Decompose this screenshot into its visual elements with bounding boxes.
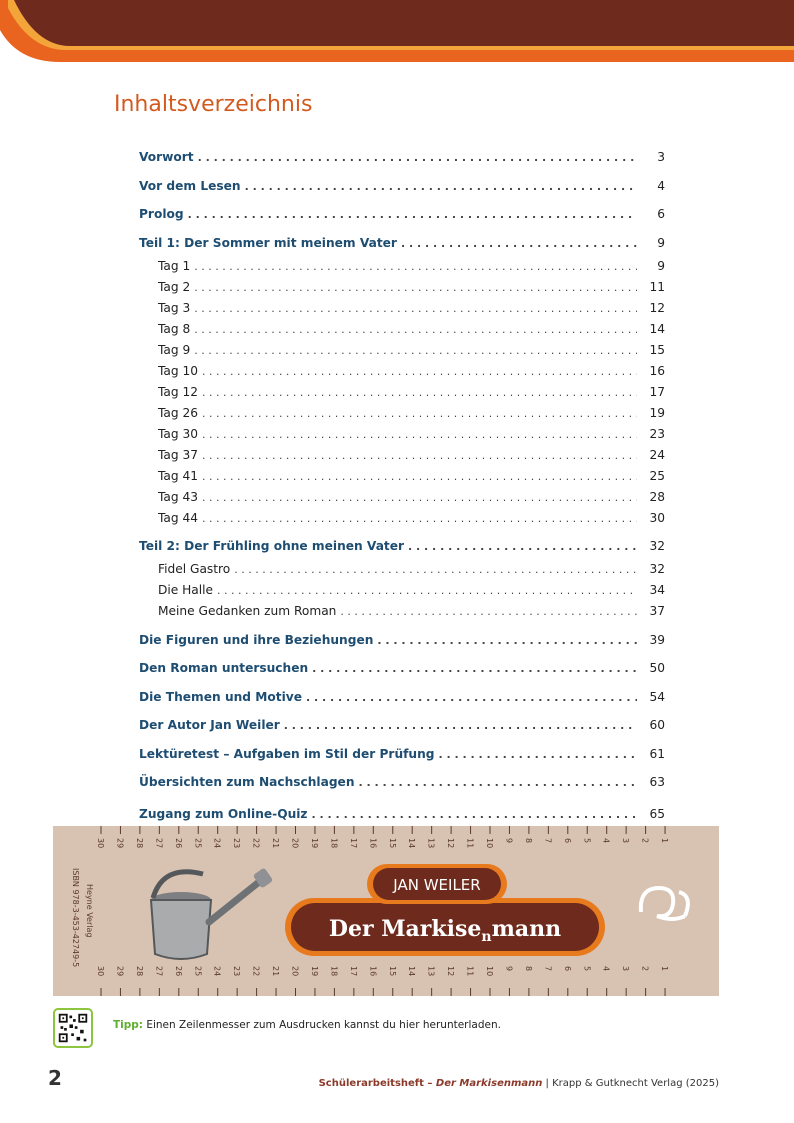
toc-leader-dots [198, 148, 637, 168]
toc-entry-label: Tag 37 [158, 447, 199, 462]
toc-entry-label: Zugang zum Online-Quiz [139, 807, 308, 821]
toc-entry-label: Tag 9 [158, 342, 191, 357]
ruler-tick-label: 24 [212, 838, 222, 849]
ruler-tick-label: 1 [660, 838, 670, 844]
ruler-tick-label: 10 [485, 838, 494, 849]
toc-entry-page: 25 [649, 468, 665, 483]
toc-subentry[interactable] [139, 298, 665, 319]
toc-entry-page: 14 [649, 321, 665, 336]
toc-entry[interactable] [139, 536, 665, 557]
publisher-label: Heyne Verlag [85, 884, 94, 938]
ruler-tick-label: 22 [251, 838, 261, 849]
toc-entry-label: Die Halle [158, 583, 214, 597]
ruler-tick-label: 15 [387, 838, 397, 849]
toc-entry-page: 17 [649, 384, 665, 399]
ruler-tick-label: 25 [193, 966, 203, 977]
toc-entry-page: 65 [649, 807, 665, 821]
toc-entry-page: 39 [649, 632, 665, 647]
toc-entry-page: 32 [649, 539, 665, 553]
toc-subentry[interactable] [139, 508, 665, 529]
toc-entry-label: Tag 3 [158, 300, 191, 315]
ruler-tick-label: 17 [348, 838, 358, 849]
toc-entry-label: Der Autor Jan Weiler [139, 718, 280, 732]
ruler-tick-label: 18 [329, 966, 339, 977]
toc-entry-label: Teil 1: Der Sommer mit meinem Vater [139, 235, 397, 250]
ruler-tick-label: 30 [96, 838, 105, 849]
toc-entry-label: Meine Gedanken zum Roman [158, 604, 337, 618]
ruler-tick-label: 30 [96, 966, 105, 977]
footer-publisher: | Krapp & Gutknecht Verlag (2025) [542, 1078, 719, 1089]
toc-entry-page: 19 [649, 405, 665, 420]
ruler-tick-label: 11 [465, 838, 475, 849]
toc-subentry[interactable] [139, 340, 665, 361]
toc-entry-page: 9 [657, 235, 665, 250]
ruler-tick-label: 2 [640, 966, 650, 972]
toc-entry-label: Vorwort [139, 150, 194, 164]
toc-leader-dots [194, 299, 637, 319]
ruler-tick-label: 20 [290, 966, 300, 977]
toc-leader-dots [202, 383, 637, 403]
ruler-tick-label: 16 [368, 966, 378, 977]
toc-subentry[interactable] [139, 487, 665, 508]
ruler-tick-label: 10 [485, 966, 494, 977]
page-number: 2 [48, 1066, 62, 1090]
toc-leader-dots [340, 602, 637, 622]
ruler-tick-label: 24 [212, 966, 222, 977]
ruler-tick-label: 23 [232, 966, 242, 977]
table-of-contents [139, 147, 665, 825]
ruler-tick-label: 13 [426, 838, 436, 849]
toc-entry-label: Tag 44 [158, 510, 199, 525]
toc-entry[interactable] [139, 772, 665, 793]
toc-leader-dots [245, 177, 637, 197]
toc-leader-dots [202, 404, 637, 424]
toc-entry[interactable] [139, 204, 665, 225]
toc-leader-dots [194, 257, 637, 277]
toc-subentry[interactable] [139, 277, 665, 298]
book-title: Der Markise$_n$mann [328, 916, 562, 945]
ruler-tick-label: 8 [523, 838, 533, 844]
isbn-label: ISBN 978-3-453-42749-5 [71, 868, 80, 968]
toc-entry[interactable] [139, 658, 665, 679]
toc-entry-page: 16 [649, 363, 665, 378]
toc-leader-dots [202, 509, 637, 529]
toc-leader-dots [202, 362, 637, 382]
toc-entry-page: 11 [649, 279, 665, 294]
toc-entry-label: Tag 2 [158, 279, 191, 294]
toc-entry-page: 50 [649, 661, 665, 675]
ruler-tick-label: 8 [523, 966, 533, 972]
toc-entry-label: Tag 41 [158, 468, 199, 483]
toc-entry-page: 6 [657, 207, 665, 221]
toc-entry-page: 12 [649, 300, 665, 315]
ruler-tick-label: 12 [446, 966, 456, 977]
footer-series: Schülerarbeitsheft – [318, 1078, 436, 1089]
author-name: JAN WEILER [393, 876, 481, 894]
toc-entry-page: 60 [649, 718, 665, 732]
toc-entry-page: 37 [649, 604, 665, 618]
toc-leader-dots [202, 467, 637, 487]
ruler-tick-label: 12 [446, 838, 456, 849]
toc-leader-dots [194, 278, 637, 298]
toc-entry-page: 34 [649, 583, 665, 597]
ruler-tick-label: 7 [543, 838, 553, 844]
toc-leader-dots [194, 341, 637, 361]
ruler-tick-label: 4 [601, 966, 611, 972]
ruler-tick-label: 20 [290, 838, 300, 849]
toc-entry-label: Tag 12 [158, 384, 199, 399]
toc-leader-dots [234, 560, 637, 580]
toc-entry-label: Tag 30 [158, 426, 199, 441]
toc-subentry[interactable] [139, 403, 665, 424]
toc-entry-page: 61 [649, 746, 665, 761]
toc-subentry[interactable] [139, 445, 665, 466]
ruler-tick-label: 28 [134, 966, 144, 977]
toc-leader-dots [194, 320, 637, 340]
toc-entry-label: Den Roman untersuchen [139, 661, 309, 675]
toc-leader-dots [217, 581, 637, 601]
ruler-tick-label: 3 [621, 838, 631, 844]
ruler-tick-label: 7 [543, 966, 553, 972]
ruler-tick-label: 17 [348, 966, 358, 977]
toc-leader-dots [408, 537, 637, 557]
ruler-tick-label: 15 [387, 966, 397, 977]
toc-subentry[interactable] [139, 580, 665, 601]
toc-subentry[interactable] [139, 319, 665, 340]
toc-entry[interactable] [139, 233, 665, 254]
ruler-tick-label: 13 [426, 966, 436, 977]
toc-entry-page: 15 [649, 342, 665, 357]
toc-entry-page: 24 [649, 447, 665, 462]
toc-entry-page: 3 [657, 150, 665, 164]
toc-entry-label: Übersichten zum Nachschlagen [139, 775, 355, 789]
toc-entry-label: Die Figuren und ihre Beziehungen [139, 632, 374, 647]
toc-leader-dots [202, 488, 637, 508]
toc-entry-label: Fidel Gastro [158, 562, 231, 576]
ruler-tick-label: 6 [562, 838, 572, 844]
toc-subentry[interactable] [139, 256, 665, 277]
footer-book-title: Der Markisenmann [435, 1078, 543, 1089]
toc-subentry[interactable] [139, 382, 665, 403]
toc-entry-page: 9 [657, 258, 665, 273]
toc-entry-label: Tag 8 [158, 321, 191, 336]
ruler-tick-label: 16 [368, 838, 378, 849]
ruler-tick-label: 5 [582, 838, 592, 844]
ruler-tick-label: 26 [173, 966, 183, 977]
toc-entry[interactable] [139, 176, 665, 197]
ruler-tick-label: 11 [465, 966, 475, 977]
ruler-tick-label: 28 [134, 838, 144, 849]
toc-leader-dots [202, 446, 637, 466]
toc-subentry[interactable] [139, 424, 665, 445]
toc-entry-page: 28 [649, 489, 665, 504]
footer [319, 1078, 719, 1089]
toc-entry[interactable] [139, 147, 665, 168]
toc-entry-label: Tag 26 [158, 405, 199, 420]
toc-entry-page: 63 [649, 775, 665, 789]
toc-entry[interactable] [139, 715, 665, 736]
ruler-tick-label: 14 [407, 966, 417, 977]
toc-leader-dots [312, 659, 637, 679]
toc-subentry[interactable] [139, 601, 665, 622]
ruler-tick-label: 18 [329, 838, 339, 849]
toc-leader-dots [306, 688, 637, 708]
ruler-tick-label: 1 [660, 966, 670, 972]
toc-leader-dots [312, 805, 637, 825]
ruler-tick-label: 3 [621, 966, 631, 972]
toc-entry-label: Vor dem Lesen [139, 178, 241, 193]
ruler-tick-label: 5 [582, 966, 592, 972]
ruler-tick-label: 27 [154, 966, 164, 977]
ruler-tick-label: 4 [601, 838, 611, 844]
toc-entry-label: Lektüretest – Aufgaben im Stil der Prüfung [139, 746, 435, 761]
ruler-tick-label: 22 [251, 966, 261, 977]
toc-subentry[interactable] [139, 466, 665, 487]
toc-leader-dots [284, 716, 637, 736]
toc-leader-dots [377, 631, 637, 651]
ruler-tick-label: 9 [504, 838, 514, 844]
ruler-tick-label: 19 [309, 966, 319, 977]
toc-leader-dots [188, 205, 637, 225]
ruler-tick-label: 23 [232, 838, 242, 849]
toc-entry-label: Prolog [139, 207, 184, 221]
ruler-tick-label: 29 [115, 966, 125, 977]
ruler-tick-label: 6 [562, 966, 572, 972]
toc-leader-dots [439, 745, 638, 765]
page-title: Inhaltsverzeichnis [114, 92, 313, 117]
ruler-tick-label: 25 [193, 838, 203, 849]
ruler-tick-label: 27 [154, 838, 164, 849]
toc-entry[interactable] [139, 687, 665, 708]
toc-leader-dots [401, 234, 637, 254]
toc-entry[interactable] [139, 744, 665, 765]
toc-entry-label: Teil 2: Der Frühling ohne meinen Vater [139, 539, 405, 553]
qr-code-icon [57, 1012, 89, 1044]
toc-leader-dots [202, 425, 637, 445]
toc-entry-page: 30 [649, 510, 665, 525]
ruler-tick-label: 21 [271, 966, 281, 977]
ruler-tick-label: 29 [115, 838, 125, 849]
toc-subentry[interactable] [139, 361, 665, 382]
ruler-tick-label: 21 [271, 838, 281, 849]
toc-entry[interactable] [139, 630, 665, 651]
ruler-tick-label: 19 [309, 838, 319, 849]
toc-entry-label: Tag 1 [158, 258, 191, 273]
toc-entry-label: Tag 43 [158, 489, 199, 504]
ruler-tick-label: 9 [504, 966, 514, 972]
header-band [0, 0, 794, 62]
ruler-tick-label: 14 [407, 838, 417, 849]
toc-leader-dots [359, 773, 637, 793]
toc-entry-page: 4 [657, 178, 665, 193]
toc-subentry[interactable] [139, 559, 665, 580]
toc-entry-label: Tag 10 [158, 363, 199, 378]
toc-entry-page: 54 [649, 689, 665, 704]
toc-entry-page: 32 [649, 562, 665, 576]
tip-label: Tipp: [113, 1019, 143, 1031]
ruler-tick-label: 26 [173, 838, 183, 849]
line-ruler-image [53, 826, 719, 996]
tip-body: Einen Zeilenmesser zum Ausdrucken kannst du hier herunterladen. [143, 1019, 501, 1031]
toc-entry[interactable] [139, 804, 665, 825]
ruler-tick-label: 2 [640, 838, 650, 844]
tip-text [113, 1019, 501, 1031]
toc-entry-label: Die Themen und Motive [139, 689, 302, 704]
toc-entry-page: 23 [649, 426, 665, 441]
qr-code[interactable] [53, 1008, 93, 1048]
